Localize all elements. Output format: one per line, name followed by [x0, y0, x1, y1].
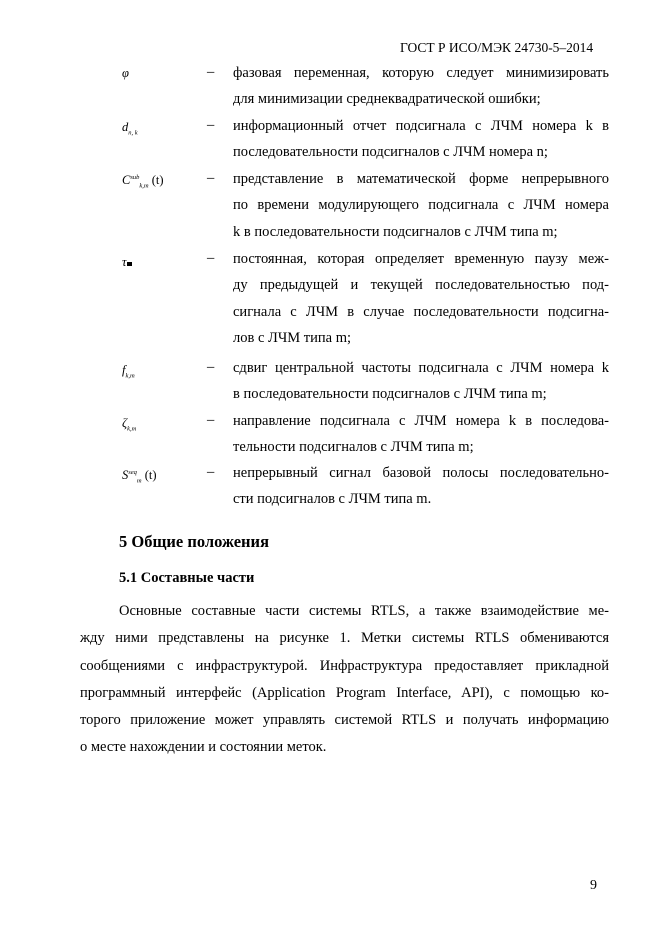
definition-dash: –: [207, 64, 215, 80]
symbol-d: $d_{n, k}$: [122, 120, 138, 137]
definition-dash: –: [207, 250, 215, 266]
section-heading: 5 Общие положения: [119, 532, 269, 551]
definition-dash: –: [207, 464, 215, 480]
symbol-phi: φ: [122, 66, 129, 80]
symbol-s: $S^{seq}_m$ (t): [122, 468, 157, 485]
definition-text-tau: постоянная, которая определяет временную паузу меж- ду предыдущей и текущей последовательностью под- сигнала с ЛЧМ в случае последовательности подсигна- лов с ЛЧМ типа m;: [233, 251, 609, 347]
definition-text-s: непрерывный сигнал базовой полосы последовательно- сти подсигналов с ЛЧМ типа m.: [233, 465, 609, 508]
definition-text-c: представление в математической форме непрерывного по времени модулирующего подсигнала с ЛЧМ номера k в последовательности подсигналов с ЛЧМ типа m;: [233, 171, 609, 240]
symbol-zeta: $\zeta_{k,m}$: [122, 416, 137, 433]
definition-text-d: информационный отчет подсигнала с ЛЧМ номера k в последовательности подсигналов с ЛЧМ номера n;: [233, 118, 609, 161]
definition-dash: –: [207, 170, 215, 186]
definition-dash: –: [207, 412, 215, 428]
definition-text-phi: фазовая переменная, которую следует минимизировать для минимизации среднеквадратической ошибки;: [233, 65, 609, 108]
definition-dash: –: [207, 359, 215, 375]
definition-text-zeta: направление подсигнала с ЛЧМ номера k в последова- тельности подсигналов с ЛЧМ типа m;: [233, 413, 609, 456]
page-number: 9: [590, 878, 597, 893]
subsection-heading: 5.1 Составные части: [119, 570, 255, 586]
symbol-f: $f_{k,m}$: [122, 363, 135, 380]
definition-dash: –: [207, 117, 215, 133]
symbol-tau: τ: [122, 256, 132, 269]
body-paragraph: Основные составные части системы RTLS, а также взаимодействие ме- жду ними представлены на рисунке 1. Метки системы RTLS обмениваются сообщениями с инфраструктурой. Инфраструктура предоставляет прикладной программный интерфейс (Application Program Interface, API), с помощью ко- торого приложение может управлять системой RTLS и получать информацию о месте нахождении и состоянии меток.: [80, 603, 609, 756]
document-header: ГОСТ Р ИСО/МЭК 24730-5–2014: [400, 40, 594, 55]
definition-text-f: сдвиг центральной частоты подсигнала с ЛЧМ номера k в последовательности подсигналов с ЛЧМ типа m;: [233, 360, 609, 403]
symbol-c: $C^{sub}_{k,m}$ (t): [122, 173, 164, 190]
